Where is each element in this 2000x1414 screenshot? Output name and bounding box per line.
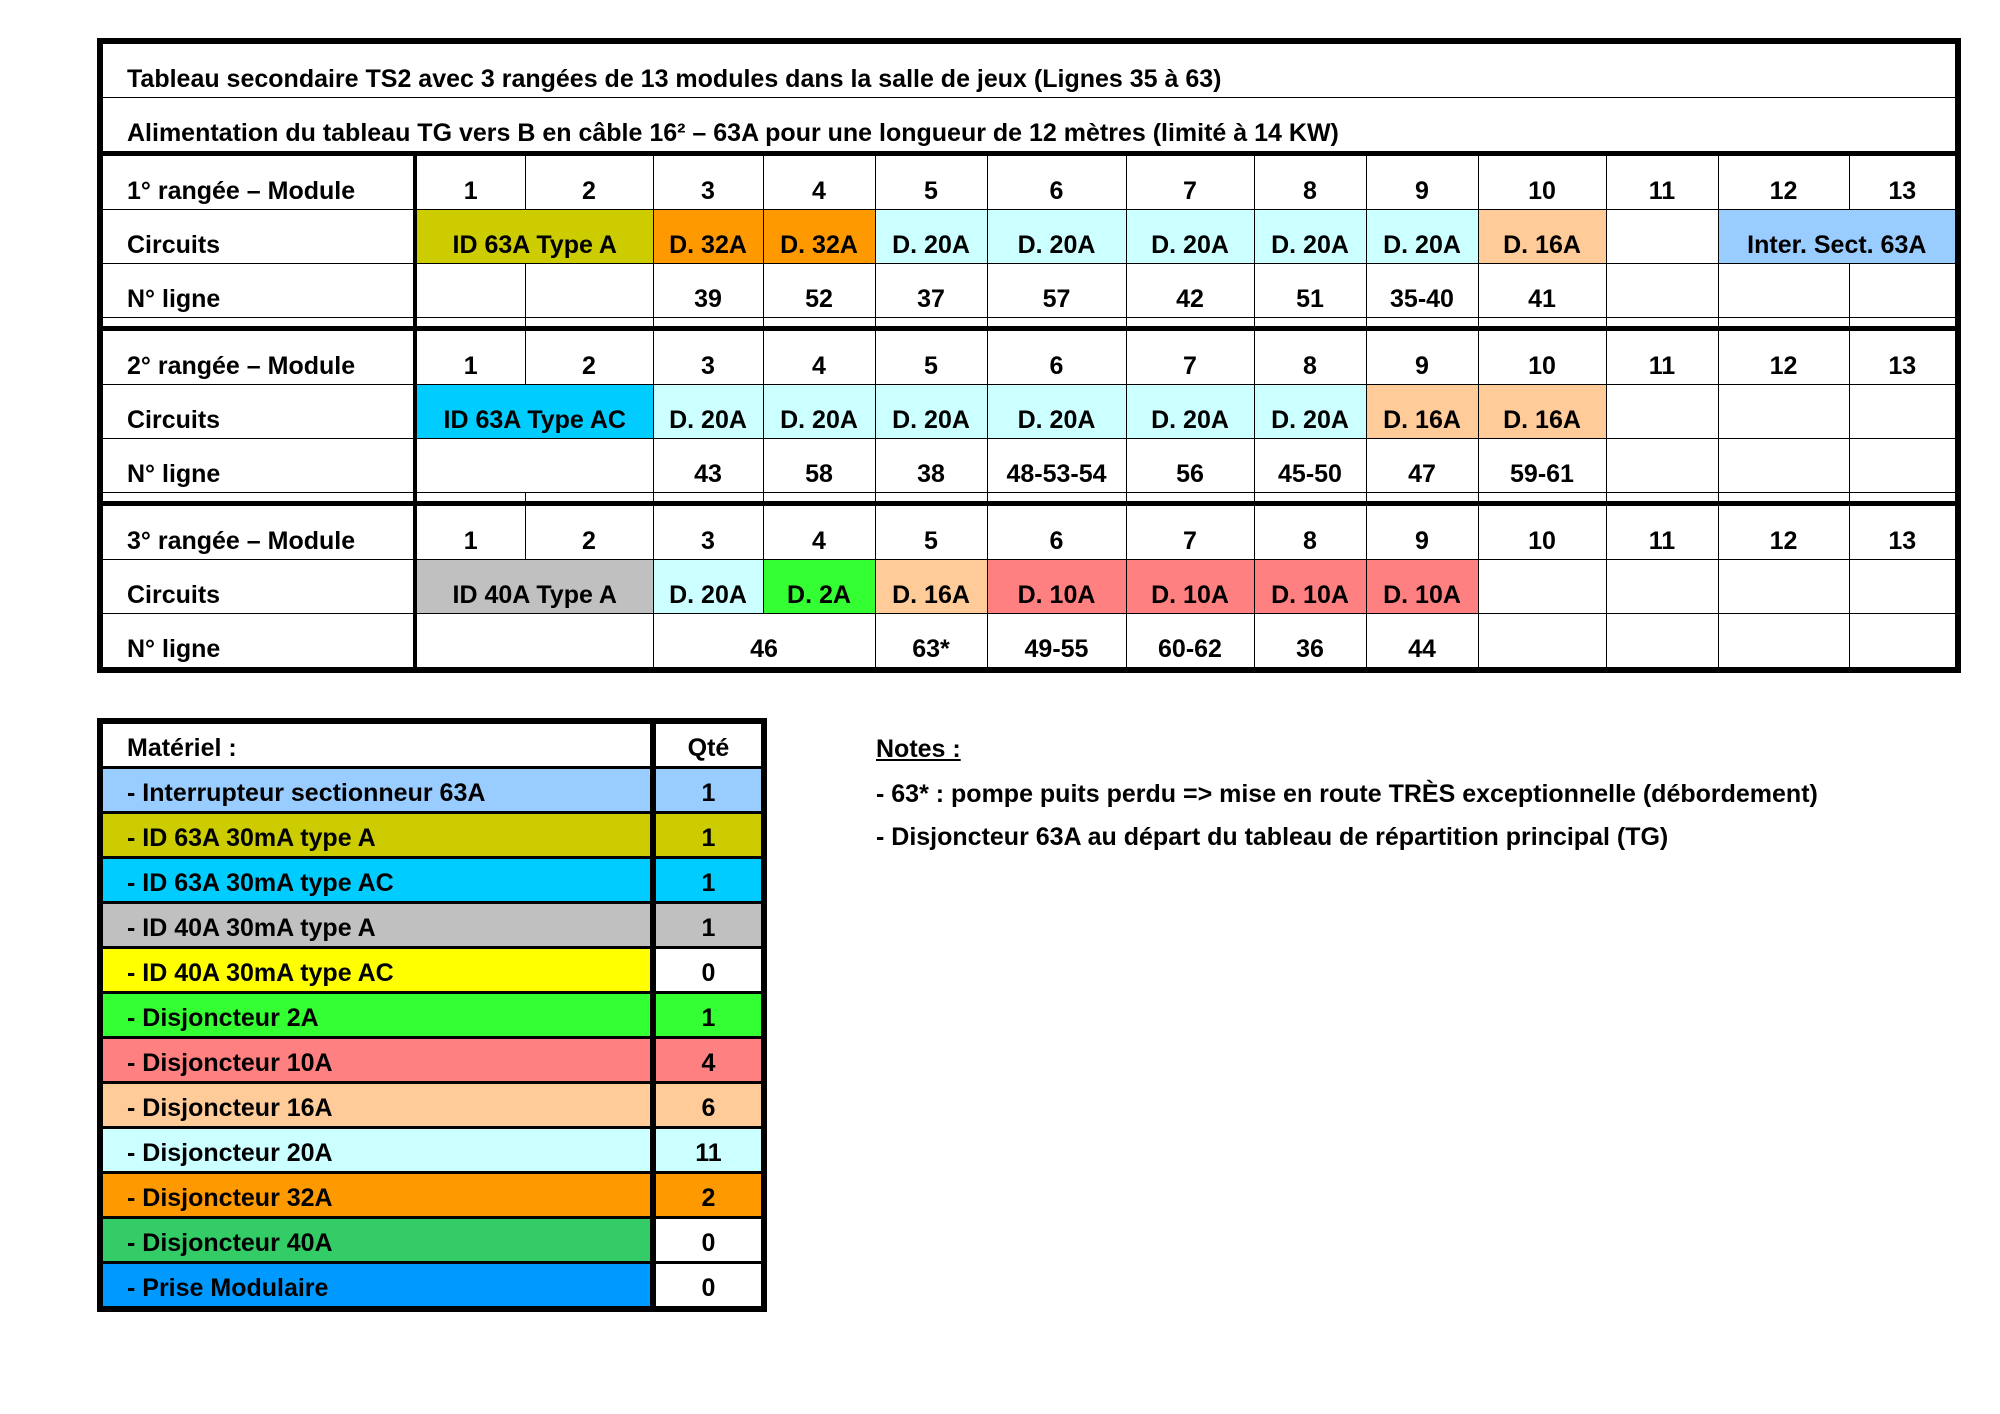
empty-cell <box>1606 385 1718 439</box>
module-number: 11 <box>1606 504 1718 560</box>
row2-ligne-row <box>100 439 1958 493</box>
empty-cell <box>415 614 653 671</box>
row2-ligne-label: N° ligne <box>100 439 415 493</box>
row3-module-label: 3° rangée – Module <box>100 504 415 560</box>
row-separator <box>100 493 1958 504</box>
module-number: 10 <box>1478 154 1606 210</box>
empty-cell <box>1849 264 1958 318</box>
material-label: - Disjoncteur 40A <box>100 1218 653 1263</box>
circuit-cell: ID 40A Type A <box>415 560 653 614</box>
material-label: - ID 40A 30mA type A <box>100 903 653 948</box>
ligne-cell: 36 <box>1254 614 1366 671</box>
module-number: 6 <box>987 329 1126 385</box>
row2-module-row <box>100 329 1958 385</box>
circuit-cell: D. 32A <box>763 210 875 264</box>
module-number: 8 <box>1254 329 1366 385</box>
empty-cell <box>1849 439 1958 493</box>
empty-cell <box>1849 385 1958 439</box>
ligne-cell: 41 <box>1478 264 1606 318</box>
circuit-cell: D. 20A <box>1254 385 1366 439</box>
material-qty: 11 <box>653 1128 764 1173</box>
empty-cell <box>525 264 653 318</box>
module-number: 13 <box>1849 329 1958 385</box>
material-header-label: Matériel : <box>100 721 653 768</box>
empty-cell <box>1606 264 1718 318</box>
empty-cell <box>1606 560 1718 614</box>
ligne-cell: 63* <box>875 614 987 671</box>
ligne-cell: 59-61 <box>1478 439 1606 493</box>
row1-ligne-row <box>100 264 1958 318</box>
material-qty: 1 <box>653 903 764 948</box>
module-number: 9 <box>1366 504 1478 560</box>
material-row <box>100 1083 764 1128</box>
row-separator <box>100 318 1958 329</box>
material-qty: 1 <box>653 768 764 813</box>
material-row <box>100 858 764 903</box>
circuit-cell: D. 20A <box>653 385 763 439</box>
circuit-cell: D. 20A <box>763 385 875 439</box>
note-item: - 63* : pompe puits perdu => mise en route TRÈS exceptionnelle (débordement) <box>876 780 1818 808</box>
row1-circuits-label: Circuits <box>100 210 415 264</box>
module-number: 13 <box>1849 504 1958 560</box>
module-number: 12 <box>1718 504 1849 560</box>
material-label: - Disjoncteur 16A <box>100 1083 653 1128</box>
row2-module-label: 2° rangée – Module <box>100 329 415 385</box>
note-item: - Disjoncteur 63A au départ du tableau de répartition principal (TG) <box>876 823 1669 851</box>
module-number: 10 <box>1478 329 1606 385</box>
module-number: 10 <box>1478 504 1606 560</box>
ligne-cell: 52 <box>763 264 875 318</box>
empty-cell <box>1478 614 1606 671</box>
empty-cell <box>1606 614 1718 671</box>
empty-cell <box>1606 439 1718 493</box>
circuit-cell: D. 16A <box>1478 385 1606 439</box>
material-label: - ID 63A 30mA type A <box>100 813 653 858</box>
material-row <box>100 1128 764 1173</box>
material-row <box>100 813 764 858</box>
material-label: - ID 63A 30mA type AC <box>100 858 653 903</box>
empty-cell <box>1849 614 1958 671</box>
row3-circuits-label: Circuits <box>100 560 415 614</box>
module-number: 4 <box>763 504 875 560</box>
module-number: 9 <box>1366 329 1478 385</box>
row3-circuits-row <box>100 560 1958 614</box>
circuit-cell: D. 20A <box>1126 385 1254 439</box>
empty-cell <box>1606 210 1718 264</box>
ligne-cell: 35-40 <box>1366 264 1478 318</box>
row1-circuits-row <box>100 210 1958 264</box>
module-number: 1 <box>415 329 525 385</box>
circuit-cell: D. 10A <box>1254 560 1366 614</box>
material-label: - Prise Modulaire <box>100 1263 653 1310</box>
module-number: 6 <box>987 504 1126 560</box>
circuit-cell: D. 2A <box>763 560 875 614</box>
material-label: - Disjoncteur 20A <box>100 1128 653 1173</box>
board-title: Tableau secondaire TS2 avec 3 rangées de 13 modules dans la salle de jeux (Lignes 35 à 63) <box>100 41 1958 98</box>
row3-module-row <box>100 504 1958 560</box>
circuit-cell: D. 20A <box>1366 210 1478 264</box>
module-number: 2 <box>525 504 653 560</box>
material-label: - Disjoncteur 10A <box>100 1038 653 1083</box>
ligne-cell: 42 <box>1126 264 1254 318</box>
material-row <box>100 1263 764 1310</box>
circuit-cell: D. 20A <box>987 385 1126 439</box>
row1-module-label: 1° rangée – Module <box>100 154 415 210</box>
distribution-board-table <box>97 38 1961 673</box>
material-row <box>100 993 764 1038</box>
module-number: 1 <box>415 154 525 210</box>
material-qty: 4 <box>653 1038 764 1083</box>
ligne-cell: 60-62 <box>1126 614 1254 671</box>
module-number: 5 <box>875 154 987 210</box>
module-number: 3 <box>653 329 763 385</box>
circuit-cell: D. 16A <box>1478 210 1606 264</box>
circuit-cell: D. 32A <box>653 210 763 264</box>
module-number: 12 <box>1718 329 1849 385</box>
module-number: 9 <box>1366 154 1478 210</box>
material-row <box>100 1038 764 1083</box>
empty-cell <box>415 439 653 493</box>
circuit-cell: ID 63A Type A <box>415 210 653 264</box>
module-number: 2 <box>525 154 653 210</box>
empty-cell <box>1718 560 1849 614</box>
circuit-cell: D. 20A <box>653 560 763 614</box>
circuit-cell: D. 20A <box>1254 210 1366 264</box>
module-number: 11 <box>1606 154 1718 210</box>
module-number: 5 <box>875 504 987 560</box>
material-row <box>100 948 764 993</box>
module-number: 4 <box>763 329 875 385</box>
empty-cell <box>1849 560 1958 614</box>
ligne-cell: 48-53-54 <box>987 439 1126 493</box>
circuit-cell: D. 10A <box>987 560 1126 614</box>
ligne-cell: 46 <box>653 614 875 671</box>
empty-cell <box>1718 264 1849 318</box>
module-number: 1 <box>415 504 525 560</box>
material-qty: 0 <box>653 1263 764 1310</box>
module-number: 11 <box>1606 329 1718 385</box>
material-qty: 6 <box>653 1083 764 1128</box>
ligne-cell: 39 <box>653 264 763 318</box>
empty-cell <box>1718 439 1849 493</box>
material-row <box>100 1173 764 1218</box>
material-row <box>100 768 764 813</box>
circuit-cell: D. 10A <box>1126 560 1254 614</box>
row1-ligne-label: N° ligne <box>100 264 415 318</box>
module-number: 7 <box>1126 154 1254 210</box>
ligne-cell: 47 <box>1366 439 1478 493</box>
notes-section <box>876 735 1818 866</box>
module-number: 4 <box>763 154 875 210</box>
ligne-cell: 44 <box>1366 614 1478 671</box>
material-qty: 2 <box>653 1173 764 1218</box>
circuit-cell: D. 16A <box>875 560 987 614</box>
empty-cell <box>1478 560 1606 614</box>
material-header-qty: Qté <box>653 721 764 768</box>
ligne-cell: 43 <box>653 439 763 493</box>
ligne-cell: 49-55 <box>987 614 1126 671</box>
module-number: 8 <box>1254 504 1366 560</box>
module-number: 12 <box>1718 154 1849 210</box>
circuit-cell: D. 16A <box>1366 385 1478 439</box>
module-number: 3 <box>653 154 763 210</box>
material-qty: 0 <box>653 1218 764 1263</box>
circuit-cell: D. 10A <box>1366 560 1478 614</box>
circuit-cell: D. 20A <box>875 385 987 439</box>
ligne-cell: 56 <box>1126 439 1254 493</box>
module-number: 7 <box>1126 504 1254 560</box>
module-number: 5 <box>875 329 987 385</box>
row3-ligne-label: N° ligne <box>100 614 415 671</box>
circuit-cell: ID 63A Type AC <box>415 385 653 439</box>
circuit-cell: D. 20A <box>1126 210 1254 264</box>
row3-ligne-row <box>100 614 1958 671</box>
material-label: - Disjoncteur 32A <box>100 1173 653 1218</box>
ligne-cell: 38 <box>875 439 987 493</box>
material-qty: 0 <box>653 948 764 993</box>
material-row <box>100 903 764 948</box>
row2-circuits-row <box>100 385 1958 439</box>
material-label: - Interrupteur sectionneur 63A <box>100 768 653 813</box>
notes-title: Notes : <box>876 735 961 763</box>
circuit-cell: D. 20A <box>875 210 987 264</box>
empty-cell <box>1718 614 1849 671</box>
circuit-cell: D. 20A <box>987 210 1126 264</box>
module-number: 13 <box>1849 154 1958 210</box>
material-qty: 1 <box>653 993 764 1038</box>
module-number: 8 <box>1254 154 1366 210</box>
material-qty: 1 <box>653 813 764 858</box>
row1-module-row <box>100 154 1958 210</box>
material-qty: 1 <box>653 858 764 903</box>
board-subtitle: Alimentation du tableau TG vers B en câble 16² – 63A pour une longueur de 12 mètres (limité à 14 KW) <box>100 98 1958 154</box>
circuit-cell: Inter. Sect. 63A <box>1718 210 1958 264</box>
ligne-cell: 57 <box>987 264 1126 318</box>
material-label: - ID 40A 30mA type AC <box>100 948 653 993</box>
module-number: 6 <box>987 154 1126 210</box>
ligne-cell: 58 <box>763 439 875 493</box>
module-number: 7 <box>1126 329 1254 385</box>
material-table <box>97 718 767 1312</box>
ligne-cell: 51 <box>1254 264 1366 318</box>
empty-cell <box>1718 385 1849 439</box>
ligne-cell: 37 <box>875 264 987 318</box>
row2-circuits-label: Circuits <box>100 385 415 439</box>
material-label: - Disjoncteur 2A <box>100 993 653 1038</box>
empty-cell <box>415 264 525 318</box>
material-row <box>100 1218 764 1263</box>
ligne-cell: 45-50 <box>1254 439 1366 493</box>
module-number: 3 <box>653 504 763 560</box>
module-number: 2 <box>525 329 653 385</box>
